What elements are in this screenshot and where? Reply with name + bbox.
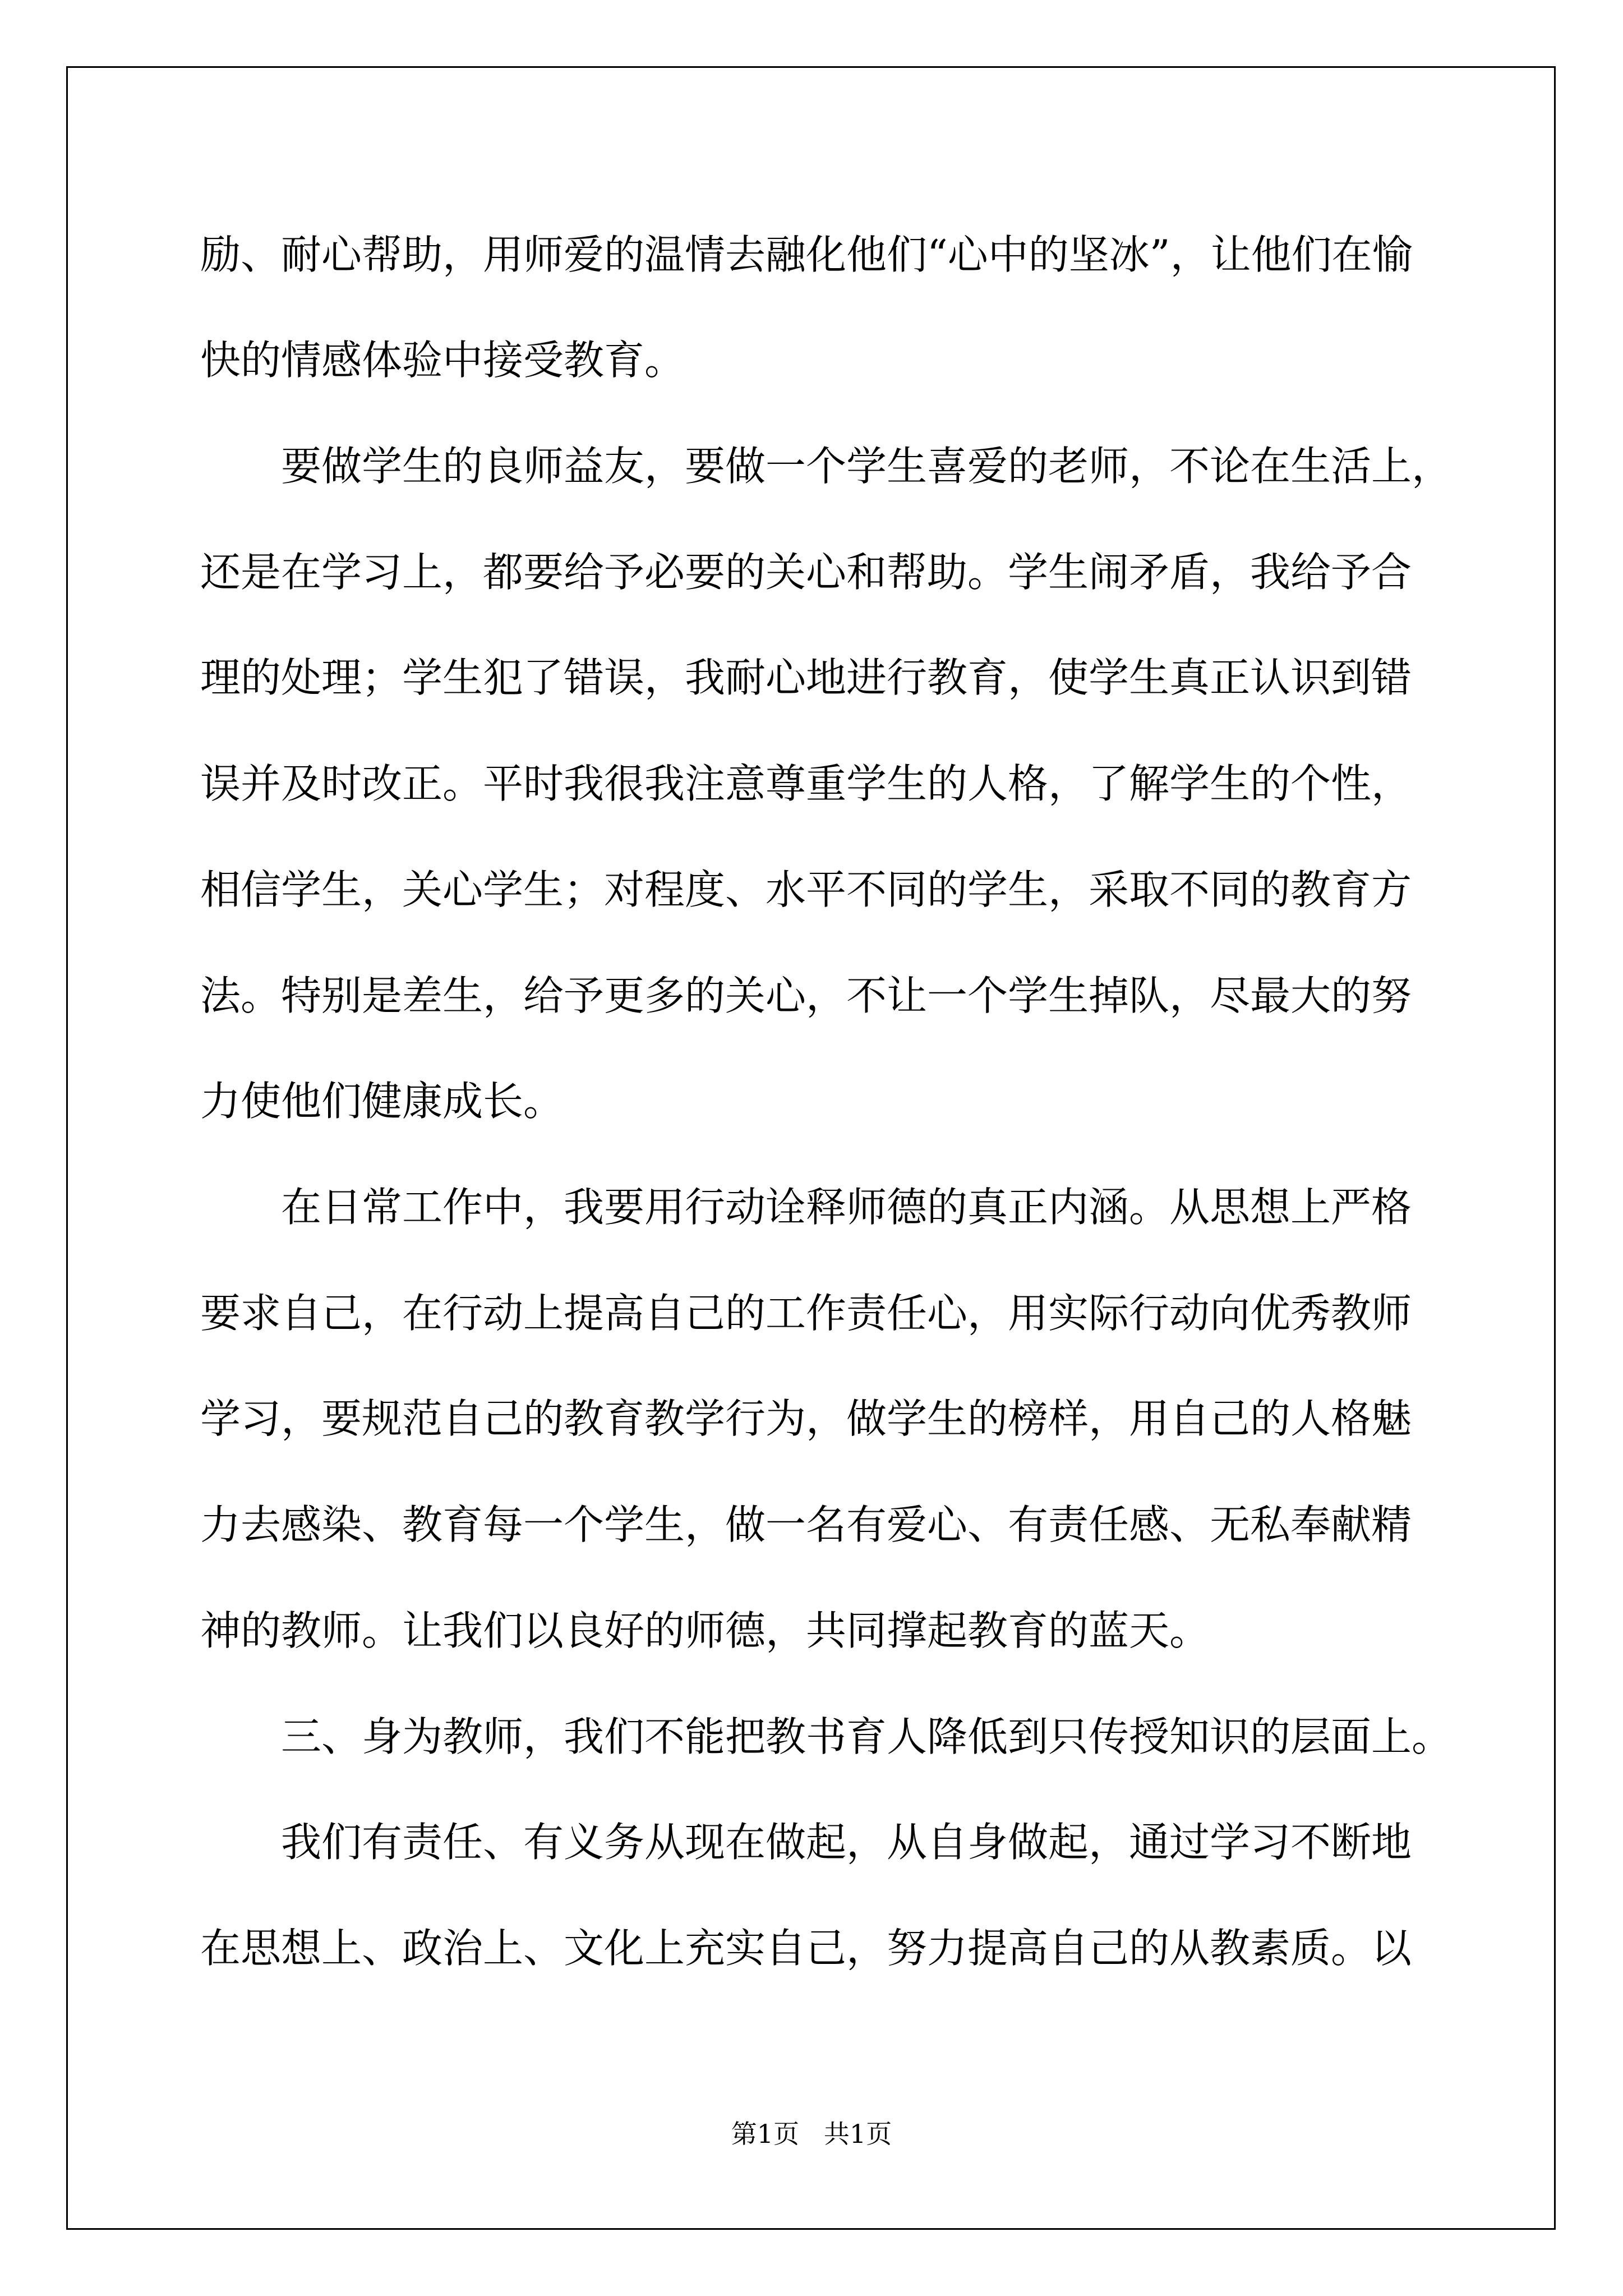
text-line: 误并及时改正。平时我很我注意尊重学生的人格，了解学生的个性， bbox=[200, 760, 1412, 807]
text-line: 学习，要规范自己的教育教学行为，做学生的榜样，用自己的人格魅 bbox=[200, 1395, 1412, 1442]
text-line: 快的情感体验中接受教育。 bbox=[200, 337, 685, 384]
text-line: 励、耐心帮助，用师爱的温情去融化他们“心中的坚冰”，让他们在愉 bbox=[200, 231, 1413, 278]
text-line: 法。特别是差生，给予更多的关心，不让一个学生掉队，尽最大的努 bbox=[200, 972, 1412, 1019]
text-line: 要求自己，在行动上提高自己的工作责任心，用实际行动向优秀教师 bbox=[200, 1290, 1412, 1337]
page-border bbox=[66, 66, 1556, 2230]
text-line: 在日常工作中，我要用行动诠释师德的真正内涵。从思想上严格 bbox=[281, 1184, 1412, 1231]
text-line: 我们有责任、有义务从现在做起，从自身做起，通过学习不断地 bbox=[281, 1819, 1412, 1866]
text-line: 还是在学习上，都要给予必要的关心和帮助。学生闹矛盾，我给予合 bbox=[200, 549, 1412, 596]
text-line: 神的教师。让我们以良好的师德，共同撑起教育的蓝天。 bbox=[200, 1607, 1210, 1654]
text-line: 在思想上、政治上、文化上充实自己，努力提高自己的从教素质。以 bbox=[200, 1925, 1412, 1972]
page-number-footer: 第1页 共1页 bbox=[731, 2119, 892, 2149]
text-line: 相信学生，关心学生；对程度、水平不同的学生，采取不同的教育方 bbox=[200, 866, 1412, 913]
text-line: 力使他们健康成长。 bbox=[200, 1078, 564, 1125]
text-line: 力去感染、教育每一个学生，做一名有爱心、有责任感、无私奉献精 bbox=[200, 1501, 1412, 1548]
text-line: 三、身为教师，我们不能把教书育人降低到只传授知识的层面上。 bbox=[281, 1713, 1453, 1760]
text-line: 要做学生的良师益友，要做一个学生喜爱的老师，不论在生活上， bbox=[281, 443, 1453, 490]
text-line: 理的处理；学生犯了错误，我耐心地进行教育，使学生真正认识到错 bbox=[200, 654, 1412, 701]
